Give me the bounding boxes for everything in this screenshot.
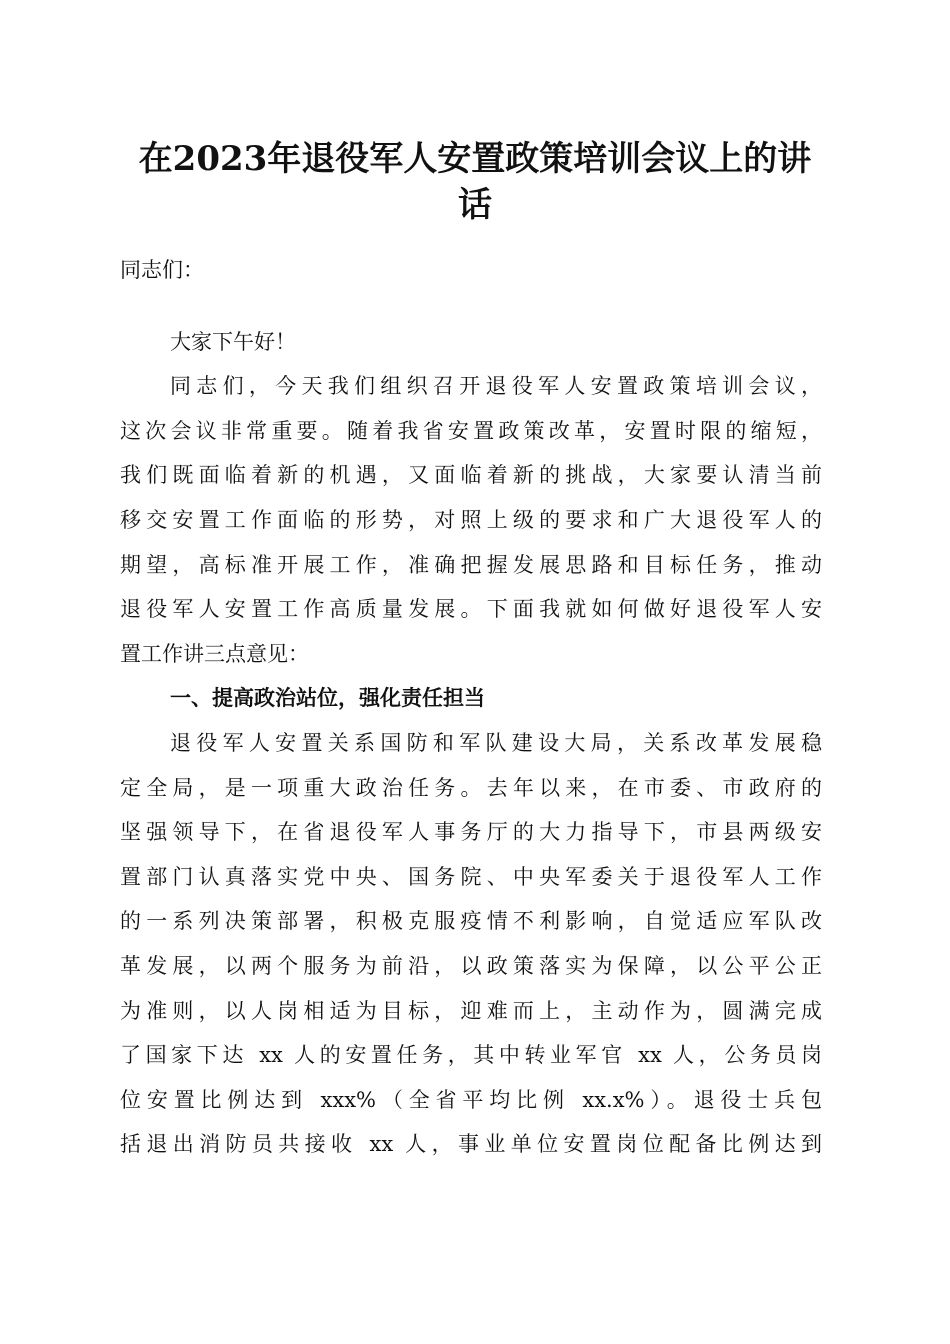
text-line: 这次会议非常重要。随着我省安置政策改革，安置时限的缩短， [120, 418, 822, 443]
text-line: 退役军人安置工作高质量发展。下面我就如何做好退役军人安 [120, 597, 822, 622]
text-line: 位安置比例达到 xxx%（全省平均比例 xx.x%）。退役士兵包 [120, 1087, 822, 1112]
text-line: 为准则，以人岗相适为目标，迎难而上，主动作为，圆满完成 [120, 998, 822, 1023]
text-line: 移交安置工作面临的形势，对照上级的要求和广大退役军人的 [120, 507, 822, 532]
text-line: 期望，高标准开展工作，准确把握发展思路和目标任务，推动 [120, 552, 822, 577]
salutation: 同志们： [120, 258, 204, 282]
text-line: 退役军人安置关系国防和军队建设大局，关系改革发展稳 [170, 730, 822, 755]
text-line: 同志们，今天我们组织召开退役军人安置政策培训会议， [170, 374, 822, 399]
text-line: 的一系列决策部署，积极克服疫情不利影响，自觉适应军队改 [120, 909, 822, 934]
greeting: 大家下午好！ [170, 329, 296, 354]
text-line: 置工作讲三点意见： [120, 641, 309, 666]
text-line: 坚强领导下，在省退役军人事务厅的大力指导下，市县两级安 [120, 820, 822, 845]
intro-paragraph [120, 364, 822, 676]
text-line: 革发展，以两个服务为前沿，以政策落实为保障，以公平公正 [120, 953, 822, 978]
text-line: 括退出消防员共接收 xx 人，事业单位安置岗位配备比例达到 [120, 1132, 822, 1157]
text-line: 置部门认真落实党中央、国务院、中央军委关于退役军人工作 [120, 864, 822, 889]
title-line-1: 在2023年退役军人安置政策培训会议上的讲 [138, 139, 812, 179]
section1-paragraph [120, 721, 822, 1167]
text-line: 定全局，是一项重大政治任务。去年以来，在市委、市政府的 [120, 775, 822, 800]
title-line-2: 话 [458, 185, 492, 225]
text-line: 了国家下达 xx 人的安置任务，其中转业军官 xx 人，公务员岗 [120, 1043, 822, 1068]
document-body [120, 248, 822, 1167]
text-line: 我们既面临着新的机遇，又面临着新的挑战，大家要认清当前 [120, 463, 822, 488]
document-title [100, 136, 850, 228]
section-heading: 一、提高政治站位，强化责任担当 [170, 686, 485, 711]
